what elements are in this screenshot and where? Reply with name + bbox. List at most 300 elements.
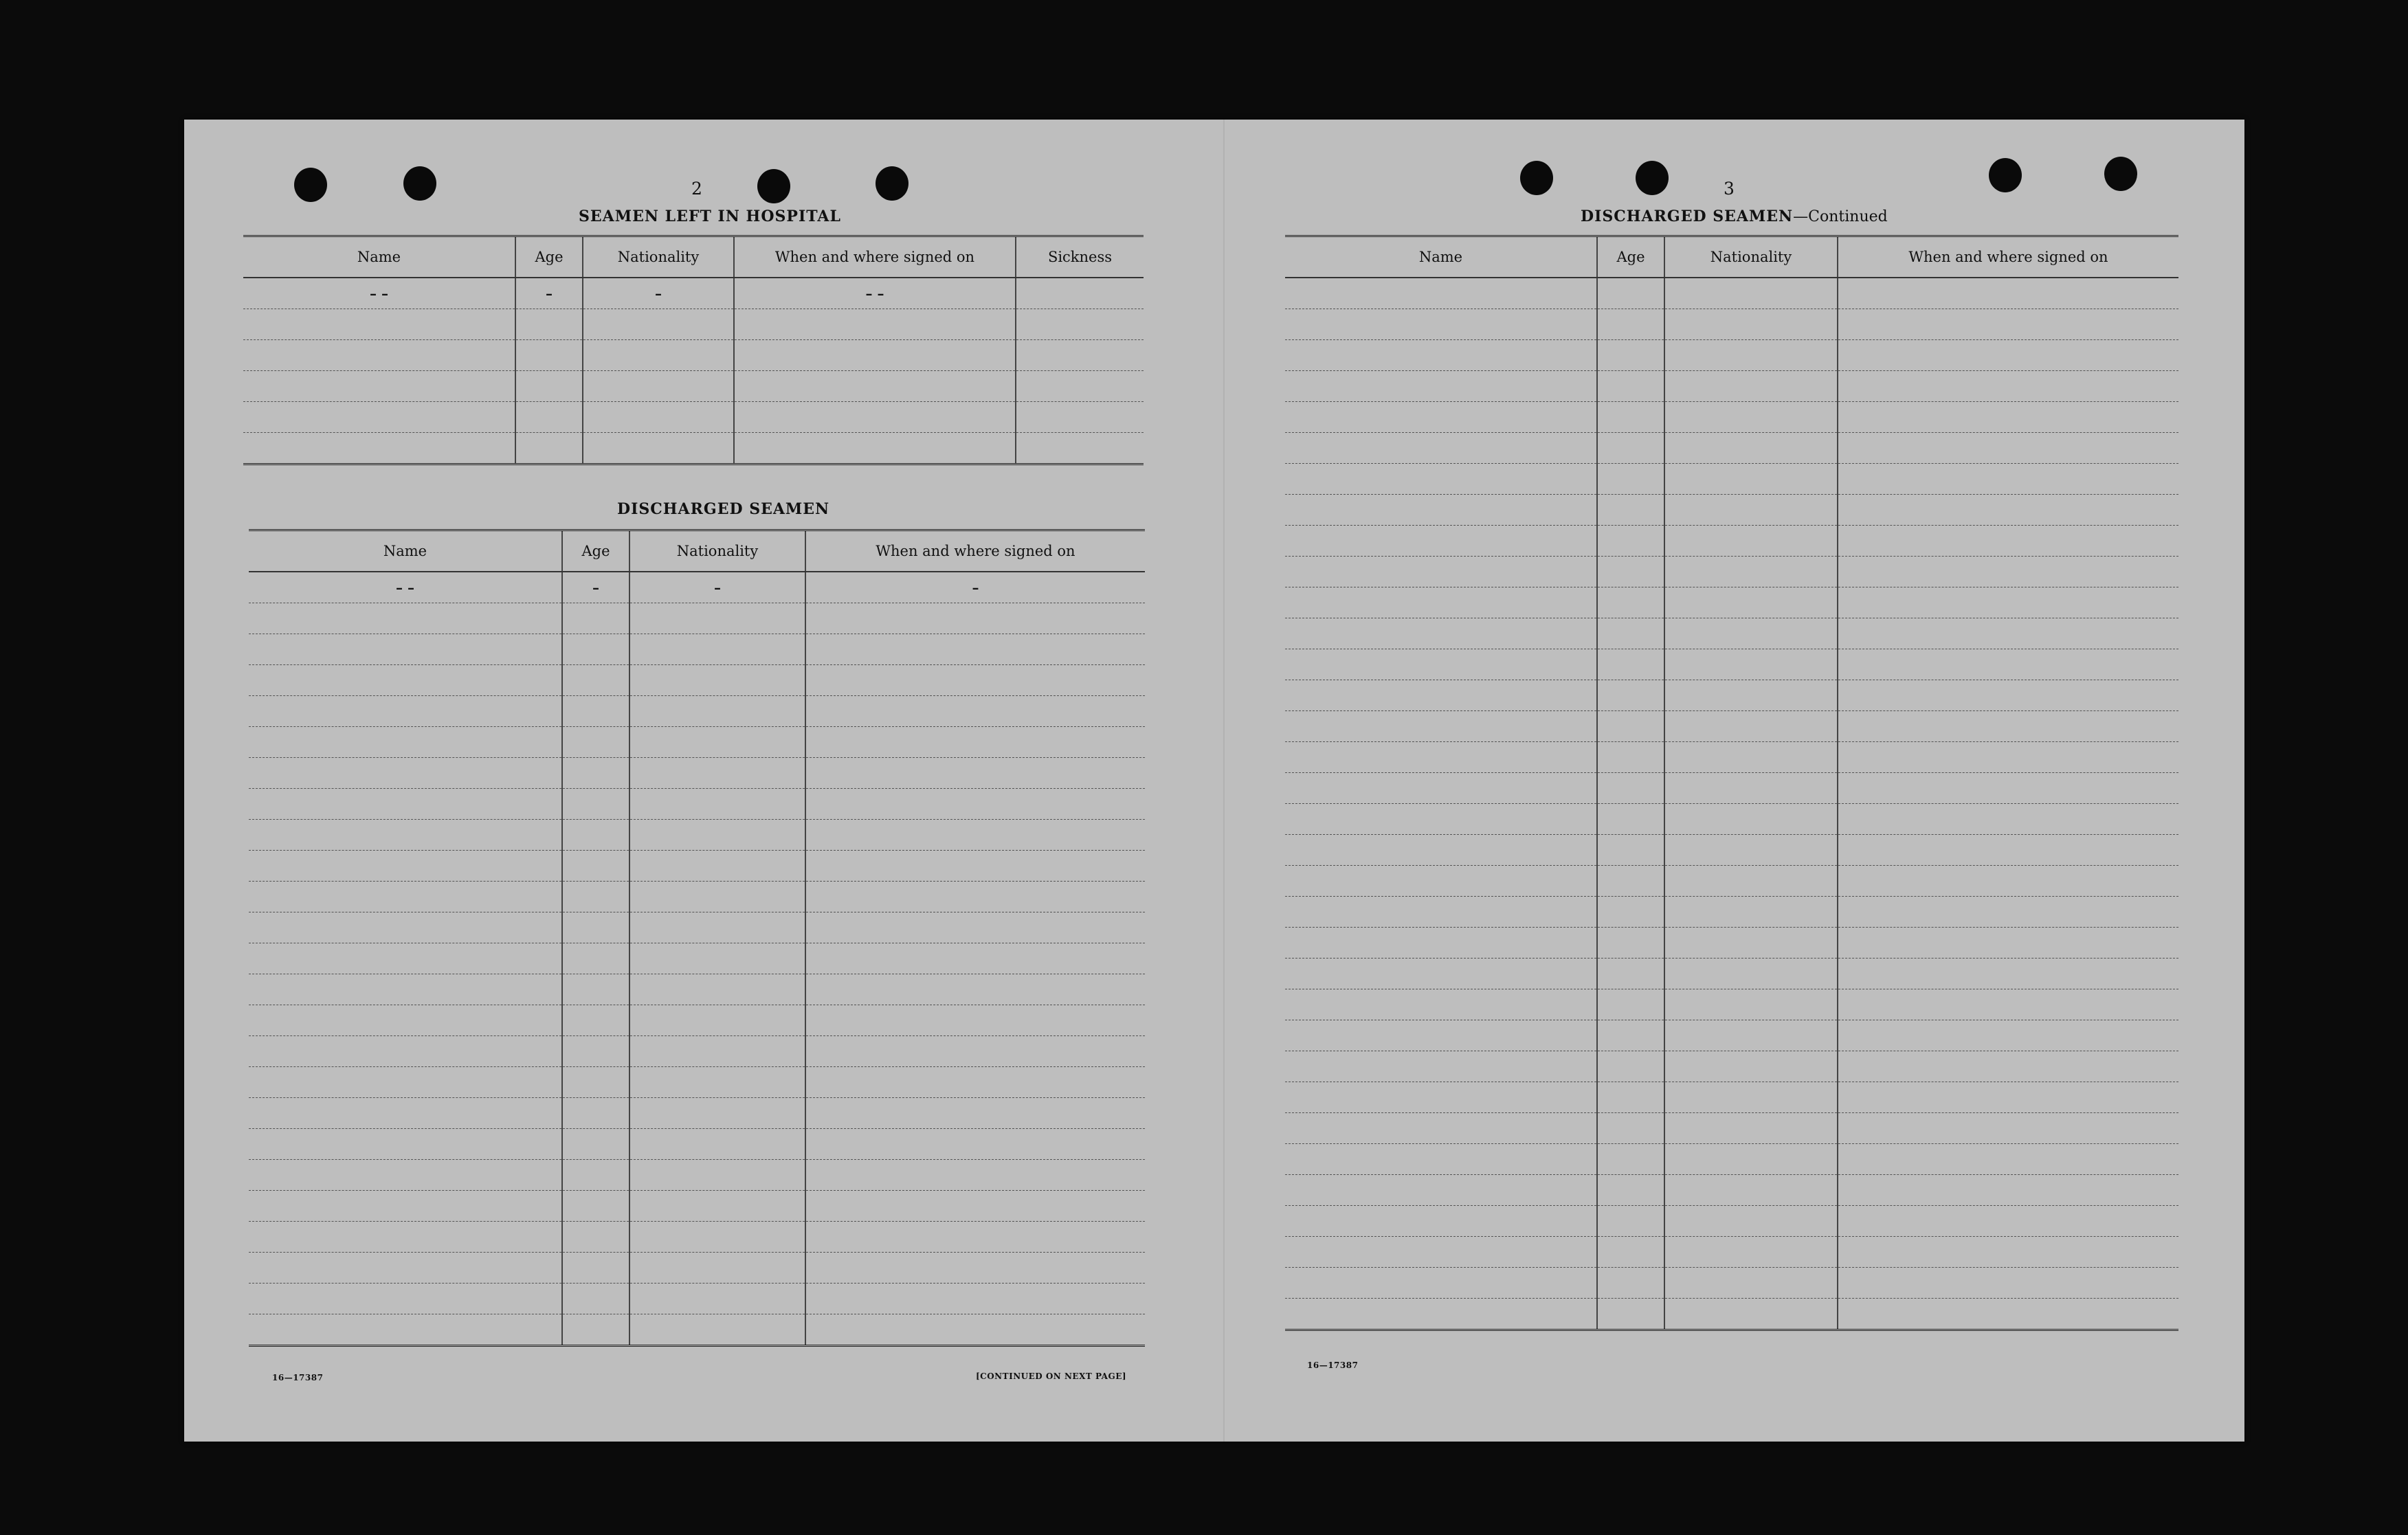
table-row [249,789,1145,820]
table-cell [629,696,805,727]
table-cell [1597,928,1664,959]
table-row [249,727,1145,758]
table-cell [1664,340,1838,371]
column-header: Age [1597,236,1664,278]
table-cell [1285,649,1597,680]
table-cell [629,1222,805,1253]
table-cell [1664,464,1838,495]
table-cell [1838,557,2178,587]
table-cell [1664,495,1838,526]
table-row [1285,711,2178,742]
table-cell [515,340,583,371]
table-cell [1597,773,1664,804]
table-row [249,1284,1145,1314]
section-heading-discharged-continued [1581,208,1888,225]
table-row [249,696,1145,727]
table-cell [1664,835,1838,866]
table-cell [562,1129,629,1160]
table-cell [629,1160,805,1191]
column-header: Nationality [1664,236,1838,278]
punch-hole [2104,157,2137,191]
table-cell [1838,742,2178,773]
table-cell [1664,433,1838,464]
table-row [249,943,1145,974]
table-cell [1838,402,2178,433]
table-cell [1285,959,1597,989]
table-cell [1597,1020,1664,1051]
table-cell [734,433,1016,464]
table-cell [1838,773,2178,804]
table-cell [562,1314,629,1346]
table-cell [1016,402,1144,433]
table-cell [1664,928,1838,959]
table-cell [1285,773,1597,804]
table-row [1285,309,2178,340]
table-cell [562,912,629,943]
table-cell [1664,371,1838,402]
table-cell [515,371,583,402]
table-row [1285,464,2178,495]
table-cell [1597,897,1664,928]
table-cell [805,1067,1145,1098]
table-cell [1597,989,1664,1020]
table-cell [1838,587,2178,618]
table-row [1285,1175,2178,1206]
table-cell [1285,278,1597,309]
table-cell [629,634,805,665]
table-cell [249,943,562,974]
table-cell [1838,959,2178,989]
table-row [1285,959,2178,989]
column-header: When and where signed on [1838,236,2178,278]
table-cell: – [629,572,805,603]
table-row [243,340,1144,371]
table-cell [249,665,562,696]
table-cell: – [562,572,629,603]
table-cell [249,974,562,1005]
table-cell [805,912,1145,943]
table-cell [1664,649,1838,680]
table-cell [1285,557,1597,587]
table-cell [562,665,629,696]
table-cell [1285,1020,1597,1051]
table-cell [1597,649,1664,680]
table-cell [629,665,805,696]
table-cell [1285,804,1597,835]
table-cell [562,1222,629,1253]
table-cell [629,1036,805,1067]
table-cell [562,820,629,851]
column-header: When and where signed on [805,530,1145,572]
table-cell [629,727,805,758]
table-row [1285,1144,2178,1175]
table-cell [805,1098,1145,1129]
continued-note: [CONTINUED ON NEXT PAGE] [976,1371,1127,1381]
table-cell [249,727,562,758]
table-cell [1597,371,1664,402]
table-cell [1285,1144,1597,1175]
table-cell [1838,464,2178,495]
table-cell [1285,866,1597,897]
table-cell: – – [734,278,1016,309]
hospital-table [243,235,1144,465]
table-row [1285,742,2178,773]
table-cell [805,665,1145,696]
table-cell [1664,402,1838,433]
table-row [243,309,1144,340]
table-cell [1285,433,1597,464]
table-cell [249,1098,562,1129]
table-cell [805,1314,1145,1346]
table-cell [1664,897,1838,928]
table-cell [1838,711,2178,742]
table-row [1285,928,2178,959]
table-cell [1285,835,1597,866]
table-cell [1597,1113,1664,1144]
table-cell [562,603,629,634]
punch-hole [757,169,790,203]
table-cell [1664,278,1838,309]
table-cell [1285,1175,1597,1206]
table-cell [1597,711,1664,742]
page-number: 2 [691,179,702,199]
table-row [249,1129,1145,1160]
table-row [249,572,1145,603]
table-cell [243,309,515,340]
column-header: Name [1285,236,1597,278]
table-cell [1597,587,1664,618]
form-code: 16—17387 [272,1373,324,1382]
table-cell [562,1253,629,1284]
table-cell [1597,557,1664,587]
table-cell [1664,1299,1838,1330]
table-cell [249,1191,562,1222]
table-row [1285,897,2178,928]
table-cell [562,789,629,820]
table-cell [629,1284,805,1314]
table-cell [1285,464,1597,495]
table-cell [1597,1206,1664,1237]
table-cell [1597,433,1664,464]
table-cell [562,634,629,665]
table-cell [1597,1237,1664,1268]
discharged-continued-table [1285,235,2178,1331]
table-cell [805,1005,1145,1036]
table-cell [1838,371,2178,402]
table-cell [805,820,1145,851]
table-cell [805,603,1145,634]
table-cell [1285,495,1597,526]
discharged-table [249,529,1145,1347]
table-cell [629,851,805,882]
table-cell [1285,1206,1597,1237]
table-cell [1838,897,2178,928]
table-cell [249,1284,562,1314]
table-row [249,1253,1145,1284]
table-cell [1664,1082,1838,1113]
table-cell [1664,557,1838,587]
column-header: Sickness [1016,236,1144,278]
table-cell [562,1098,629,1129]
table-row [249,1191,1145,1222]
table-cell [1285,587,1597,618]
column-header: Name [249,530,562,572]
table-cell [1597,1175,1664,1206]
table-cell [1664,804,1838,835]
table-cell [1597,1051,1664,1082]
column-header: Nationality [583,236,734,278]
table-cell [1838,309,2178,340]
table-cell [1016,340,1144,371]
column-header: Age [515,236,583,278]
table-cell [629,603,805,634]
table-cell [1597,278,1664,309]
table-cell [1838,1175,2178,1206]
table-cell [1597,1144,1664,1175]
table-cell [1597,835,1664,866]
table-row [249,1314,1145,1346]
table-cell [249,1314,562,1346]
table-cell [249,1036,562,1067]
table-row [1285,835,2178,866]
table-cell [1838,278,2178,309]
table-cell [734,309,1016,340]
table-cell [805,1129,1145,1160]
table-cell [562,1005,629,1036]
table-cell [805,1191,1145,1222]
table-cell [1664,1051,1838,1082]
table-row [243,402,1144,433]
table-cell [1664,989,1838,1020]
table-cell [1664,526,1838,557]
heading-text: DISCHARGED SEAMEN [1581,208,1794,225]
table-cell [1285,1237,1597,1268]
table-cell [734,371,1016,402]
table-row [1285,433,2178,464]
column-header: Age [562,530,629,572]
table-cell [629,1253,805,1284]
table-cell [805,696,1145,727]
punch-hole [403,166,436,201]
column-header: When and where signed on [734,236,1016,278]
section-heading-discharged: DISCHARGED SEAMEN [617,500,830,518]
table-cell [562,1191,629,1222]
table-cell [1838,680,2178,711]
table-row [1285,495,2178,526]
table-row [249,974,1145,1005]
table-cell [629,1129,805,1160]
table-cell [805,758,1145,789]
table-cell [1285,1113,1597,1144]
table-cell [1016,309,1144,340]
table-cell [249,758,562,789]
table-cell [629,1314,805,1346]
table-cell [734,340,1016,371]
table-cell [629,943,805,974]
punch-hole [1520,161,1553,195]
table-cell [515,309,583,340]
form-code: 16—17387 [1307,1360,1359,1370]
table-cell [249,1253,562,1284]
table-cell [562,882,629,912]
form-sheet [184,120,2244,1442]
table-cell [1838,928,2178,959]
table-row [249,1005,1145,1036]
heading-continued: —Continued [1793,208,1888,225]
table-row [249,1160,1145,1191]
table-cell [1597,618,1664,649]
table-row [1285,1020,2178,1051]
table-cell [1597,309,1664,340]
table-cell [1597,959,1664,989]
punch-hole [876,166,908,201]
table-cell [805,851,1145,882]
table-cell [249,1005,562,1036]
table-cell [1597,804,1664,835]
table-cell [1838,1206,2178,1237]
table-cell [1838,866,2178,897]
table-cell [1664,959,1838,989]
table-row [1285,1237,2178,1268]
table-cell [805,1036,1145,1067]
table-row [249,1036,1145,1067]
table-cell [1838,1237,2178,1268]
table-cell [1838,433,2178,464]
punch-hole [1636,161,1669,195]
table-cell [1664,742,1838,773]
table-row [1285,402,2178,433]
table-cell [1838,1144,2178,1175]
table-cell [243,402,515,433]
table-cell [1285,371,1597,402]
table-row [1285,526,2178,557]
table-cell [1597,866,1664,897]
table-cell [562,696,629,727]
table-cell [1597,526,1664,557]
table-cell [629,1067,805,1098]
table-cell [1664,1268,1838,1299]
table-cell [1664,866,1838,897]
table-row [249,820,1145,851]
table-cell [805,882,1145,912]
table-row [1285,587,2178,618]
table-row [1285,340,2178,371]
page-number: 3 [1724,179,1735,199]
table-cell [1597,1082,1664,1113]
table-cell [629,912,805,943]
section-heading-hospital: SEAMEN LEFT IN HOSPITAL [579,208,841,225]
table-cell [1664,680,1838,711]
table-cell [805,1222,1145,1253]
table-cell [1285,1051,1597,1082]
table-cell [629,1191,805,1222]
table-cell [1838,835,2178,866]
table-cell [1285,928,1597,959]
table-cell [629,758,805,789]
table-row [1285,1268,2178,1299]
table-cell [1285,680,1597,711]
table-cell [1664,711,1838,742]
table-cell [1285,402,1597,433]
table-cell [629,882,805,912]
table-cell [583,309,734,340]
table-cell [1597,742,1664,773]
table-cell [1664,773,1838,804]
table-row [1285,649,2178,680]
table-cell [249,882,562,912]
table-cell [1664,1206,1838,1237]
table-cell [1016,371,1144,402]
table-cell [515,433,583,464]
table-cell [1838,1299,2178,1330]
table-cell [1285,618,1597,649]
table-cell [1838,526,2178,557]
table-cell [805,974,1145,1005]
table-cell [1838,649,2178,680]
table-row [249,851,1145,882]
table-cell [734,402,1016,433]
table-cell [243,433,515,464]
table-cell [1597,1268,1664,1299]
table-cell [1838,1020,2178,1051]
column-header: Name [243,236,515,278]
table-cell [562,943,629,974]
table-cell [1016,433,1144,464]
table-cell [1838,1268,2178,1299]
table-cell [1285,1082,1597,1113]
table-cell [1285,897,1597,928]
table-cell [805,943,1145,974]
table-row [249,665,1145,696]
table-cell [1838,804,2178,835]
table-cell [805,727,1145,758]
table-row [249,912,1145,943]
table-cell [1285,711,1597,742]
table-row [1285,1113,2178,1144]
table-cell [1664,618,1838,649]
table-row [249,603,1145,634]
table-row [1285,773,2178,804]
table-cell [249,1129,562,1160]
table-cell: – [583,278,734,309]
table-row [243,278,1144,309]
table-cell [249,820,562,851]
table-cell [583,433,734,464]
table-row [249,1098,1145,1129]
table-cell [1597,1299,1664,1330]
table-cell [515,402,583,433]
table-cell [629,974,805,1005]
table-cell [629,789,805,820]
table-cell [583,340,734,371]
table-cell [562,727,629,758]
table-row [1285,1299,2178,1330]
table-cell [1664,1113,1838,1144]
table-cell [243,340,515,371]
table-row [1285,1051,2178,1082]
table-cell [1285,309,1597,340]
table-cell [1838,1051,2178,1082]
table-cell [1285,1299,1597,1330]
table-cell: – [515,278,583,309]
table-cell [1285,1268,1597,1299]
table-cell [1838,618,2178,649]
table-cell [1597,464,1664,495]
table-cell [562,974,629,1005]
table-cell [1664,587,1838,618]
table-row [1285,989,2178,1020]
table-row [243,433,1144,464]
